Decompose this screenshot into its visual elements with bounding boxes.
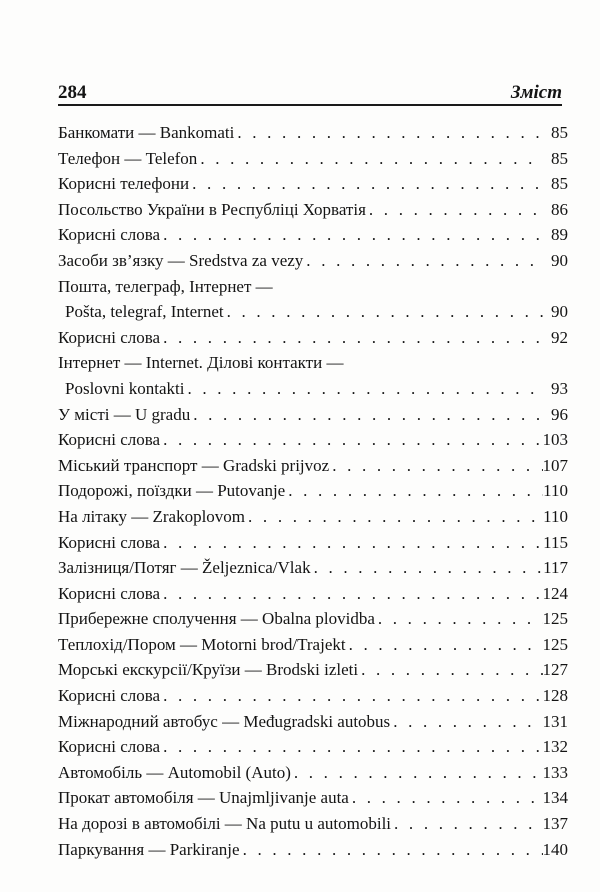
- toc-entry: [58, 811, 568, 837]
- toc-entry: [58, 146, 568, 172]
- table-of-contents: [58, 120, 568, 862]
- toc-entry-page: 85: [551, 174, 568, 194]
- toc-entry: [58, 171, 568, 197]
- toc-entry-row: [58, 709, 568, 735]
- toc-entry-row: [58, 222, 568, 248]
- dot-leader: [375, 606, 543, 632]
- toc-entry-row: [58, 197, 568, 223]
- toc-entry-page: 110: [543, 481, 568, 501]
- toc-entry-row: [58, 120, 568, 146]
- dot-leader: [346, 632, 543, 658]
- dot-leader: [160, 427, 542, 453]
- toc-entry-title: Морські екскурсії/Круїзи — Brodski izleti: [58, 660, 359, 680]
- toc-entry: [58, 555, 568, 581]
- toc-entry-row: [58, 760, 568, 786]
- dot-leader: [224, 299, 544, 325]
- toc-entry: [58, 120, 568, 146]
- toc-entry-row: [58, 171, 568, 197]
- toc-entry-row: [58, 299, 568, 325]
- toc-entry-row: [58, 581, 568, 607]
- dot-leader: [160, 530, 543, 556]
- dot-leader: [349, 785, 543, 811]
- toc-entry-title: Корисні слова: [58, 532, 161, 552]
- toc-entry-title: Паркування — Parkiranje: [58, 839, 240, 859]
- dot-leader: [390, 709, 542, 735]
- toc-entry-page: 89: [551, 225, 568, 245]
- toc-entry: [58, 274, 568, 325]
- section-title: Зміст: [510, 82, 562, 103]
- toc-entry-page: 131: [542, 711, 568, 731]
- toc-entry-title: Подорожі, поїздки — Putovanje: [58, 481, 286, 501]
- toc-entry-title: У місті — U gradu: [58, 404, 191, 424]
- toc-entry-page: 115: [543, 532, 568, 552]
- dot-leader: [311, 555, 544, 581]
- toc-entry-title: Теплохід/Пором — Motorni brod/Trajekt: [58, 634, 346, 654]
- toc-entry-page: 128: [542, 686, 568, 706]
- dot-leader: [329, 453, 542, 479]
- toc-entry-row: [58, 683, 568, 709]
- toc-entry-title: Засоби зв’язку — Sredstva za vezy: [58, 250, 304, 270]
- dot-leader: [160, 581, 542, 607]
- toc-entry-title: На літаку — Zrakoplovom: [58, 506, 246, 526]
- toc-entry-page: 90: [551, 250, 568, 270]
- toc-entry: [58, 350, 568, 401]
- toc-entry-title: Прокат автомобіля — Unajmljivanje auta: [58, 788, 349, 808]
- toc-entry: [58, 427, 568, 453]
- toc-entry-title: Корисні телефони: [58, 174, 190, 194]
- toc-entry-title: Pošta, telegraf, Internet: [65, 302, 224, 322]
- toc-entry-row: [58, 657, 568, 683]
- toc-entry-page: 107: [542, 455, 568, 475]
- toc-entry-title: Корисні слова: [58, 225, 161, 245]
- toc-entry: [58, 657, 568, 683]
- toc-entry: [58, 504, 568, 530]
- toc-entry-title: На дорозі в автомобілі — Na putu u automobili: [58, 814, 392, 834]
- toc-entry-row: [58, 632, 568, 658]
- toc-entry: [58, 197, 568, 223]
- toc-entry-page: 133: [542, 762, 568, 782]
- toc-entry-page: 93: [551, 378, 568, 398]
- toc-entry-title: Корисні слова: [58, 737, 161, 757]
- dot-leader: [160, 222, 544, 248]
- toc-entry: [58, 453, 568, 479]
- toc-entry-title: Poslovni kontakti: [65, 378, 185, 398]
- toc-entry-row: [58, 478, 568, 504]
- dot-leader: [240, 837, 543, 863]
- toc-entry-row: [58, 837, 568, 863]
- dot-leader: [303, 248, 544, 274]
- dot-leader: [366, 197, 544, 223]
- toc-entry-row: [58, 606, 568, 632]
- toc-entry-page: 140: [542, 839, 568, 859]
- toc-entry-title: Посольство України в Республіці Хорватія: [58, 199, 366, 219]
- toc-entry-page: 132: [542, 737, 568, 757]
- toc-entry-row: [58, 734, 568, 760]
- toc-entry-row: [58, 427, 568, 453]
- dot-leader: [285, 478, 543, 504]
- toc-entry-title: Міжнародний автобус — Međugradski autobus: [58, 711, 391, 731]
- toc-entry-title: Залізниця/Потяг — Željeznica/Vlak: [58, 558, 311, 578]
- toc-entry-title: Автомобіль — Automobil (Auto): [58, 762, 291, 782]
- toc-entry-row: [58, 325, 568, 351]
- dot-leader: [245, 504, 543, 530]
- toc-entry: [58, 248, 568, 274]
- header-rule: [58, 104, 562, 106]
- toc-entry-title: Телефон — Telefon: [58, 148, 198, 168]
- toc-entry-title: Прибережне сполучення — Obalna plovidba: [58, 609, 375, 629]
- toc-entry-title: Корисні слова: [58, 327, 161, 347]
- toc-entry-row: [58, 453, 568, 479]
- toc-entry-page: 110: [543, 506, 568, 526]
- toc-entry-page: 86: [551, 199, 568, 219]
- dot-leader: [291, 760, 543, 786]
- toc-entry: [58, 785, 568, 811]
- toc-entry: [58, 734, 568, 760]
- toc-entry: [58, 632, 568, 658]
- toc-entry-title: Корисні слова: [58, 430, 161, 450]
- toc-entry: [58, 683, 568, 709]
- toc-entry-row: [58, 146, 568, 172]
- toc-entry-title-line: Пошта, телеграф, Інтернет —: [58, 276, 273, 296]
- toc-entry: [58, 222, 568, 248]
- dot-leader: [160, 734, 542, 760]
- dot-leader: [197, 146, 544, 172]
- dot-leader: [234, 120, 544, 146]
- toc-entry-page: 134: [542, 788, 568, 808]
- toc-entry-row: [58, 402, 568, 428]
- toc-entry-page: 125: [542, 609, 568, 629]
- toc-entry-page: 90: [551, 302, 568, 322]
- toc-entry: [58, 581, 568, 607]
- toc-entry-page: 85: [551, 123, 568, 142]
- running-header: [58, 78, 562, 102]
- toc-entry-title: Корисні слова: [58, 686, 161, 706]
- toc-entry-title: Банкомати — Bankomati: [58, 123, 235, 142]
- toc-entry: [58, 402, 568, 428]
- toc-entry-title-line: Інтернет — Internet. Ділові контакти —: [58, 353, 344, 373]
- toc-entry-page: 96: [551, 404, 568, 424]
- page-number: 284: [58, 82, 87, 103]
- toc-entry-page: 137: [542, 814, 568, 834]
- toc-entry: [58, 760, 568, 786]
- toc-entry-row: [58, 376, 568, 402]
- toc-entry-page: 124: [542, 583, 568, 603]
- toc-entry-page: 127: [542, 660, 568, 680]
- toc-entry-row: [58, 504, 568, 530]
- toc-entry-row: [58, 555, 568, 581]
- dot-leader: [190, 402, 544, 428]
- toc-entry: [58, 478, 568, 504]
- toc-entry-page: 125: [542, 634, 568, 654]
- toc-entry-row: [58, 530, 568, 556]
- toc-entry-row: [58, 785, 568, 811]
- toc-entry: [58, 325, 568, 351]
- toc-entry-page: 117: [543, 558, 568, 578]
- dot-leader: [391, 811, 542, 837]
- toc-entry-row: [58, 811, 568, 837]
- toc-entry: [58, 530, 568, 556]
- toc-entry-page: 103: [542, 430, 568, 450]
- toc-entry: [58, 837, 568, 863]
- dot-leader: [160, 683, 542, 709]
- toc-entry: [58, 709, 568, 735]
- dot-leader: [160, 325, 544, 351]
- toc-entry-row: [58, 248, 568, 274]
- toc-entry-page: 85: [551, 148, 568, 168]
- dot-leader: [358, 657, 542, 683]
- dot-leader: [184, 376, 544, 402]
- toc-entry-title: Міський транспорт — Gradski prijvoz: [58, 455, 330, 475]
- toc-entry-page: 92: [551, 327, 568, 347]
- dot-leader: [189, 171, 544, 197]
- toc-entry-title: Корисні слова: [58, 583, 161, 603]
- toc-entry: [58, 606, 568, 632]
